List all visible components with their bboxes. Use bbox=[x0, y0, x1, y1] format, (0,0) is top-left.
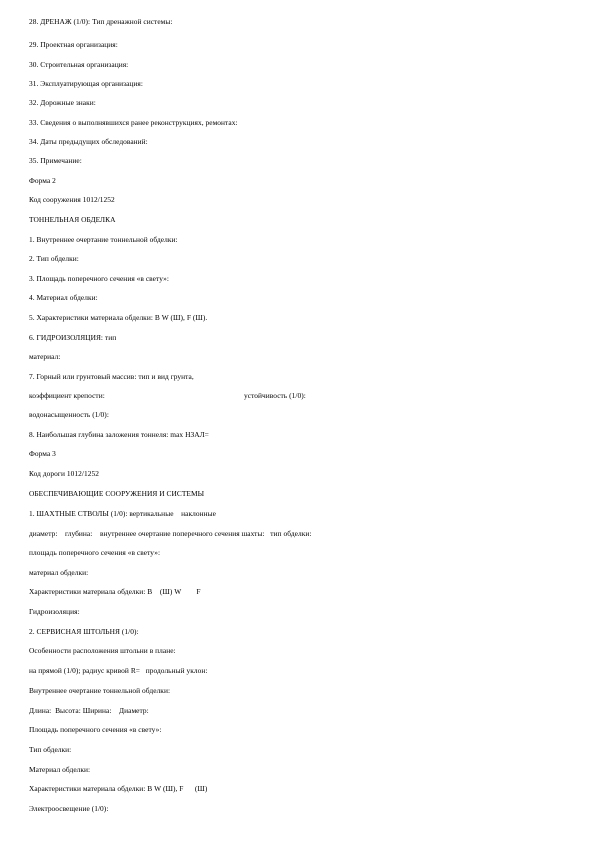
lining-item-8-max-depth: 8. Наибольшая глубина заложения тоннеля: max НЗАЛ= bbox=[29, 430, 209, 439]
shaft-lining-material: материал обделки: bbox=[29, 568, 89, 577]
item-33-previous-reconstructions: 33. Сведения о выполнявшихся ранее реконструкциях, ремонтах: bbox=[29, 118, 238, 127]
support-item-1-shafts: 1. ШАХТНЫЕ СТВОЛЫ (1/0): вертикальные наклонные bbox=[29, 509, 216, 518]
lining-item-2-type: 2. Тип обделки: bbox=[29, 254, 79, 263]
lining-item-1-inner-outline: 1. Внутреннее очертание тоннельной обделки: bbox=[29, 235, 178, 244]
lining-item-6-waterproofing: 6. ГИДРОИЗОЛЯЦИЯ: тип bbox=[29, 333, 117, 342]
item-28-drainage: 28. ДРЕНАЖ (1/0): Тип дренажной системы: bbox=[29, 17, 173, 26]
lining-item-7-ground-mass: 7. Горный или грунтовый массив: тип и вид грунта, bbox=[29, 372, 194, 381]
adit-material-characteristics: Характеристики материала обделки: В W (Ш), F (Ш) bbox=[29, 784, 208, 793]
strength-coefficient: коэффициент крепости: bbox=[29, 391, 105, 400]
section-title-support-structures: ОБЕСПЕЧИВАЮЩИЕ СООРУЖЕНИЯ И СИСТЕМЫ bbox=[29, 489, 205, 498]
adit-inner-outline: Внутреннее очертание тоннельной обделки: bbox=[29, 686, 171, 695]
support-item-2-service-adit: 2. СЕРВИСНАЯ ШТОЛЬНЯ (1/0): bbox=[29, 627, 139, 636]
item-29-design-organization: 29. Проектная организация: bbox=[29, 40, 118, 49]
adit-dimensions: Длина: Высота: Ширина: Диаметр: bbox=[29, 706, 149, 715]
structure-code: Код сооружения 1012/1252 bbox=[29, 195, 115, 204]
shaft-cross-section-area: площадь поперечного сечения «в свету»: bbox=[29, 548, 161, 557]
adit-lining-type: Тип обделки: bbox=[29, 745, 72, 754]
item-30-construction-organization: 30. Строительная организация: bbox=[29, 60, 129, 69]
lining-item-4-material: 4. Материал обделки: bbox=[29, 293, 98, 302]
adit-plan-features: Особенности расположения штольни в плане: bbox=[29, 646, 176, 655]
shaft-waterproofing: Гидроизоляция: bbox=[29, 607, 80, 616]
stability: устойчивость (1/0): bbox=[244, 391, 306, 400]
shaft-dimensions: диаметр: глубина: внутреннее очертание поперечного сечения шахты: тип обделки: bbox=[29, 529, 312, 538]
waterproofing-material: материал: bbox=[29, 352, 61, 361]
adit-cross-section-area: Площадь поперечного сечения «в свету»: bbox=[29, 725, 162, 734]
adit-lining-material: Материал обделки: bbox=[29, 765, 91, 774]
item-35-notes: 35. Примечание: bbox=[29, 156, 82, 165]
item-32-road-signs: 32. Дорожные знаки: bbox=[29, 98, 96, 107]
adit-electric-lighting: Электроосвещение (1/0): bbox=[29, 804, 109, 813]
road-code: Код дороги 1012/1252 bbox=[29, 469, 99, 478]
water-saturation: водонасыщенность (1/0): bbox=[29, 410, 109, 419]
section-title-tunnel-lining: ТОННЕЛЬНАЯ ОБДЕЛКА bbox=[29, 215, 116, 224]
form-2-heading: Форма 2 bbox=[29, 176, 56, 185]
adit-curve-slope: на прямой (1/0); радиус кривой R= продольный уклон: bbox=[29, 666, 208, 675]
shaft-material-characteristics: Характеристики материала обделки: В (Ш) W F bbox=[29, 587, 201, 596]
item-31-operating-organization: 31. Эксплуатирующая организация: bbox=[29, 79, 143, 88]
item-34-previous-inspection-dates: 34. Даты предыдущих обследований: bbox=[29, 137, 148, 146]
lining-item-3-cross-section-area: 3. Площадь поперечного сечения «в свету»: bbox=[29, 274, 169, 283]
form-3-heading: Форма 3 bbox=[29, 449, 56, 458]
lining-item-5-material-characteristics: 5. Характеристики материала обделки: В W (Ш), F (Ш). bbox=[29, 313, 208, 322]
